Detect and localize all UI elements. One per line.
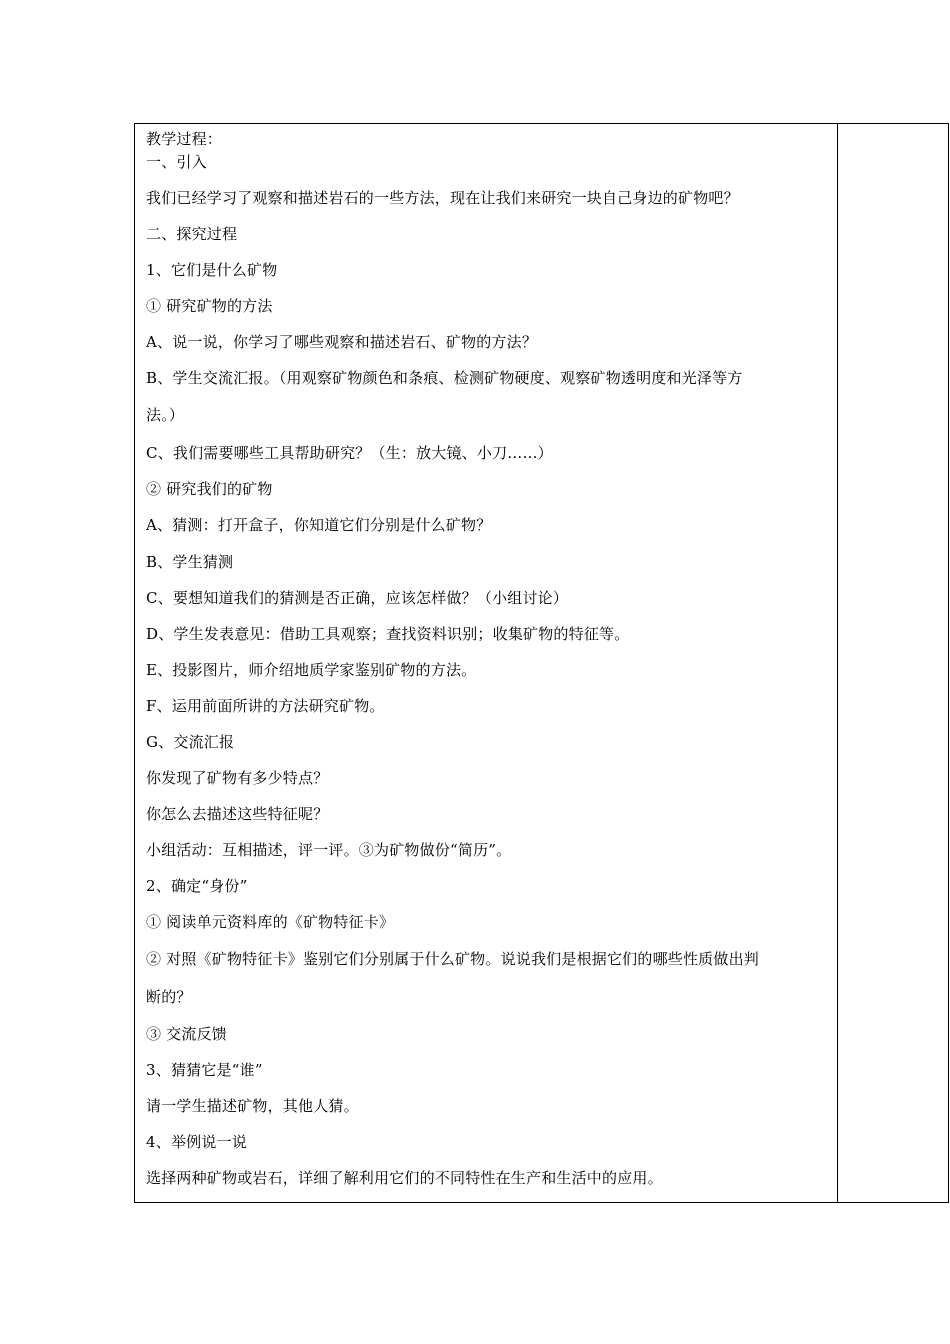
text-line: ③ 交流反馈 xyxy=(146,1025,227,1043)
text-line: 4、举例说一说 xyxy=(146,1133,247,1151)
text-line: 我们已经学习了观察和描述岩石的一些方法，现在让我们来研究一块自己身边的矿物吧？ xyxy=(146,189,739,207)
text-line: 你怎么去描述这些特征呢？ xyxy=(146,805,329,823)
text-line: F、运用前面所讲的方法研究矿物。 xyxy=(146,697,385,715)
text-line: ① 研究矿物的方法 xyxy=(146,297,273,315)
text-line: 小组活动：互相描述，评一评。③为矿物做份“简历”。 xyxy=(146,841,512,859)
text-line: ② 对照《矿物特征卡》鉴别它们分别属于什么矿物。说说我们是根据它们的哪些性质做出判 xyxy=(146,950,759,968)
text-line: D、学生发表意见：借助工具观察；查找资料识别；收集矿物的特征等。 xyxy=(146,625,630,643)
text-line: 你发现了矿物有多少特点？ xyxy=(146,769,329,787)
text-line: 法。） xyxy=(146,406,185,424)
text-line: A、说一说，你学习了哪些观察和描述岩石、矿物的方法？ xyxy=(146,333,538,351)
text-line: 二、探究过程 xyxy=(146,225,238,243)
text-line: 一、引入 xyxy=(146,153,207,171)
text-line: 2、确定“身份” xyxy=(146,877,248,895)
text-line: C、要想知道我们的猜测是否正确，应该怎样做？（小组讨论） xyxy=(146,589,569,607)
lesson-content-cell xyxy=(135,124,837,1202)
text-line: B、学生交流汇报。（用观察矿物颜色和条痕、检测矿物硬度、观察矿物透明度和光泽等方 xyxy=(146,369,743,387)
text-line: G、交流汇报 xyxy=(146,733,235,751)
text-line: 请一学生描述矿物，其他人猜。 xyxy=(146,1097,359,1115)
section-heading: 教学过程： xyxy=(146,130,223,148)
text-line: A、猜测：打开盒子，你知道它们分别是什么矿物？ xyxy=(146,516,492,534)
text-line: B、学生猜测 xyxy=(146,553,234,571)
text-line: 选择两种矿物或岩石，详细了解利用它们的不同特性在生产和生活中的应用。 xyxy=(146,1169,663,1187)
text-line: ① 阅读单元资料库的《矿物特征卡》 xyxy=(146,913,395,931)
notes-cell xyxy=(838,124,948,1202)
text-line: ② 研究我们的矿物 xyxy=(146,480,273,498)
text-line: C、我们需要哪些工具帮助研究？（生：放大镜、小刀……） xyxy=(146,444,553,462)
text-line: 断的？ xyxy=(146,988,192,1006)
text-line: 1、它们是什么矿物 xyxy=(146,261,278,279)
text-line: E、投影图片，师介绍地质学家鉴别矿物的方法。 xyxy=(146,661,477,679)
text-line: 3、猜猜它是“谁” xyxy=(146,1061,263,1079)
lesson-table xyxy=(134,123,949,1203)
